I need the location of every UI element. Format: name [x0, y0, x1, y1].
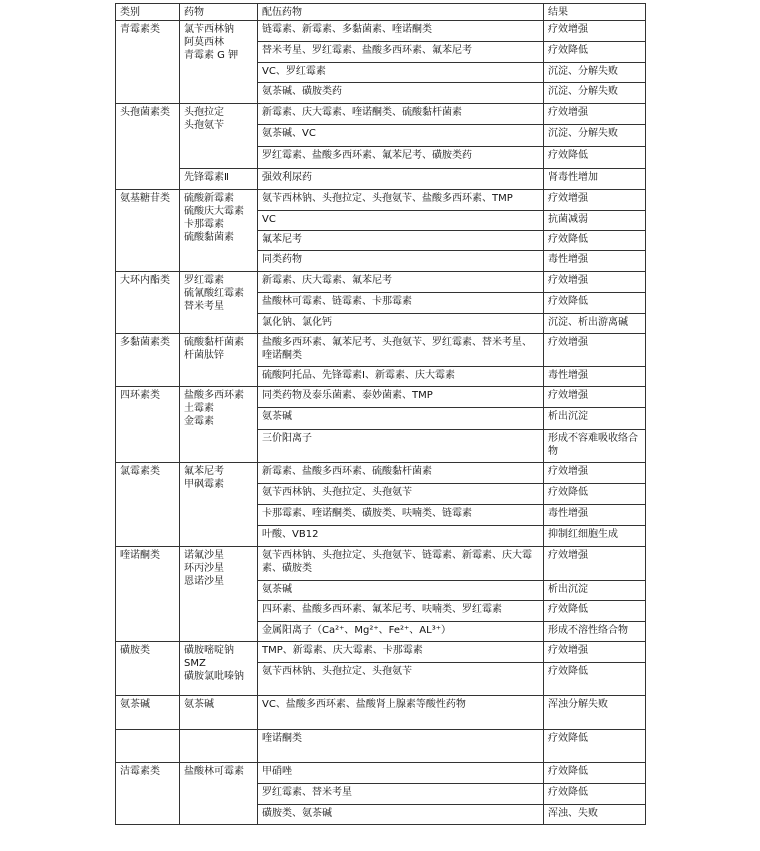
drug-cell: 罗红霉素 硫氰酸红霉素 替米考星: [180, 272, 258, 334]
combination-cell: 卡那霉素、喹诺酮类、磺胺类、呋喃类、链霉素: [258, 505, 544, 526]
combination-cell: 强效利尿药: [258, 169, 544, 190]
drug-cell: 硫酸新霉素 硫酸庆大霉素 卡那霉素 硫酸黏菌素: [180, 190, 258, 272]
result-cell: 毒性增强: [544, 251, 646, 272]
result-cell: 析出沉淀: [544, 581, 646, 601]
result-cell: 肾毒性增加: [544, 169, 646, 190]
category-cell: 喹诺酮类: [116, 547, 180, 642]
drug-cell: 头孢拉定 头孢氨苄: [180, 104, 258, 169]
combination-cell: 氨茶碱、VC: [258, 125, 544, 147]
drug-cell: 氨茶碱: [180, 696, 258, 730]
category-cell: 氯霉素类: [116, 463, 180, 547]
result-cell: 疗效降低: [544, 147, 646, 169]
result-cell: 毒性增强: [544, 367, 646, 387]
result-cell: 疗效增强: [544, 272, 646, 293]
combination-cell: TMP、新霉素、庆大霉素、卡那霉素: [258, 642, 544, 663]
result-cell: 沉淀、分解失败: [544, 83, 646, 104]
table-row: [116, 547, 646, 581]
combination-cell: 甲硝唑: [258, 763, 544, 784]
result-cell: 形成不溶性络合物: [544, 622, 646, 642]
table-row: [116, 272, 646, 293]
result-cell: 沉淀、析出游离碱: [544, 314, 646, 334]
drug-cell: 诺氟沙星 环丙沙星 恩诺沙星: [180, 547, 258, 642]
drug-cell: 先锋霉素Ⅱ: [180, 169, 258, 190]
category-cell: 四环素类: [116, 387, 180, 463]
result-cell: 疗效增强: [544, 642, 646, 663]
drug-cell: 磺胺嘧啶钠 SMZ 磺胺氯吡嗪钠: [180, 642, 258, 696]
combination-cell: 三价阳离子: [258, 430, 544, 463]
combination-cell: 新霉素、盐酸多西环素、硫酸黏杆菌素: [258, 463, 544, 484]
result-cell: 疗效降低: [544, 601, 646, 622]
table-row: [116, 642, 646, 663]
header-combination: 配伍药物: [258, 4, 544, 21]
result-cell: 疗效增强: [544, 334, 646, 367]
result-cell: 沉淀、分解失败: [544, 125, 646, 147]
result-cell: 沉淀、分解失败: [544, 63, 646, 83]
combination-cell: VC、罗红霉素: [258, 63, 544, 83]
drug-cell: 硫酸黏杆菌素 杆菌肽锌: [180, 334, 258, 387]
result-cell: 疗效降低: [544, 763, 646, 784]
table-row: [116, 21, 646, 42]
category-cell: 青霉素类: [116, 21, 180, 104]
result-cell: 析出沉淀: [544, 408, 646, 430]
combination-cell: 新霉素、庆大霉素、氟苯尼考: [258, 272, 544, 293]
table-row: [116, 463, 646, 484]
result-cell: 毒性增强: [544, 505, 646, 526]
category-cell: [116, 730, 180, 763]
drug-cell: 氟苯尼考 甲砜霉素: [180, 463, 258, 547]
combination-cell: 氟苯尼考: [258, 231, 544, 251]
combination-cell: 同类药物及泰乐菌素、泰妙菌素、TMP: [258, 387, 544, 408]
result-cell: 抗菌减弱: [544, 211, 646, 231]
header-drug: 药物: [180, 4, 258, 21]
result-cell: 疗效降低: [544, 784, 646, 805]
combination-cell: 新霉素、庆大霉素、喹诺酮类、硫酸黏杆菌素: [258, 104, 544, 125]
table-row: [116, 334, 646, 367]
combination-cell: VC: [258, 211, 544, 231]
drug-cell: 氯苄西林钠 阿莫西林 青霉素 G 钾: [180, 21, 258, 104]
compatibility-table: [115, 3, 646, 825]
result-cell: 浑浊分解失败: [544, 696, 646, 730]
category-cell: 多黏菌素类: [116, 334, 180, 387]
header-row: [116, 4, 646, 21]
result-cell: 疗效降低: [544, 231, 646, 251]
table-row: [116, 169, 646, 190]
table-row: [116, 730, 646, 763]
combination-cell: 盐酸多西环素、氟苯尼考、头孢氨苄、罗红霉素、替米考星、喹诺酮类: [258, 334, 544, 367]
result-cell: 疗效增强: [544, 104, 646, 125]
result-cell: 疗效增强: [544, 463, 646, 484]
result-cell: 疗效降低: [544, 730, 646, 763]
result-cell: 抑制红细胞生成: [544, 526, 646, 547]
drug-cell: 盐酸林可霉素: [180, 763, 258, 825]
table-row: [116, 190, 646, 211]
combination-cell: 氨茶碱: [258, 408, 544, 430]
category-cell: 头孢菌素类: [116, 104, 180, 190]
combination-cell: 链霉素、新霉素、多黏菌素、喹诺酮类: [258, 21, 544, 42]
table-row: [116, 763, 646, 784]
result-cell: 形成不容难吸收络合物: [544, 430, 646, 463]
combination-cell: 氨苄西林钠、头孢拉定、头孢氨苄、盐酸多西环素、TMP: [258, 190, 544, 211]
category-cell: 洁霉素类: [116, 763, 180, 825]
combination-cell: 氨茶碱、磺胺类药: [258, 83, 544, 104]
result-cell: 疗效增强: [544, 190, 646, 211]
header-result: 结果: [544, 4, 646, 21]
combination-cell: 氨茶碱: [258, 581, 544, 601]
combination-cell: 盐酸林可霉素、链霉素、卡那霉素: [258, 293, 544, 314]
drug-cell: [180, 730, 258, 763]
result-cell: 疗效增强: [544, 547, 646, 581]
category-cell: 磺胺类: [116, 642, 180, 696]
combination-cell: 罗红霉素、替米考星: [258, 784, 544, 805]
combination-cell: 金属阳离子（Ca²⁺、Mg²⁺、Fe²⁺、AL³⁺）: [258, 622, 544, 642]
combination-cell: 同类药物: [258, 251, 544, 272]
table-row: [116, 696, 646, 730]
drug-cell: 盐酸多西环素 土霉素 金霉素: [180, 387, 258, 463]
combination-cell: 氨苄西林钠、头孢拉定、头孢氨苄: [258, 663, 544, 696]
result-cell: 疗效降低: [544, 293, 646, 314]
combination-cell: 叶酸、VB12: [258, 526, 544, 547]
combination-cell: 替米考星、罗红霉素、盐酸多西环素、氟苯尼考: [258, 42, 544, 63]
combination-cell: 四环素、盐酸多西环素、氟苯尼考、呋喃类、罗红霉素: [258, 601, 544, 622]
combination-cell: 氨苄西林钠、头孢拉定、头孢氨苄、链霉素、新霉素、庆大霉素、磺胺类: [258, 547, 544, 581]
result-cell: 疗效增强: [544, 387, 646, 408]
combination-cell: 喹诺酮类: [258, 730, 544, 763]
result-cell: 疗效降低: [544, 42, 646, 63]
header-category: 类别: [116, 4, 180, 21]
result-cell: 疗效降低: [544, 663, 646, 696]
result-cell: 疗效降低: [544, 484, 646, 505]
combination-cell: 罗红霉素、盐酸多西环素、氟苯尼考、磺胺类药: [258, 147, 544, 169]
table-body: [116, 21, 646, 825]
combination-cell: VC、盐酸多西环素、盐酸肾上腺素等酸性药物: [258, 696, 544, 730]
category-cell: 氨基糖苷类: [116, 190, 180, 272]
category-cell: 大环内酯类: [116, 272, 180, 334]
category-cell: 氨茶碱: [116, 696, 180, 730]
result-cell: 疗效增强: [544, 21, 646, 42]
table-row: [116, 387, 646, 408]
combination-cell: 硫酸阿托品、先锋霉素Ⅰ、新霉素、庆大霉素: [258, 367, 544, 387]
result-cell: 浑浊、失败: [544, 805, 646, 825]
combination-cell: 氨苄西林钠、头孢拉定、头孢氨苄: [258, 484, 544, 505]
combination-cell: 磺胺类、氨茶碱: [258, 805, 544, 825]
table-row: [116, 104, 646, 125]
combination-cell: 氯化钠、氯化钙: [258, 314, 544, 334]
